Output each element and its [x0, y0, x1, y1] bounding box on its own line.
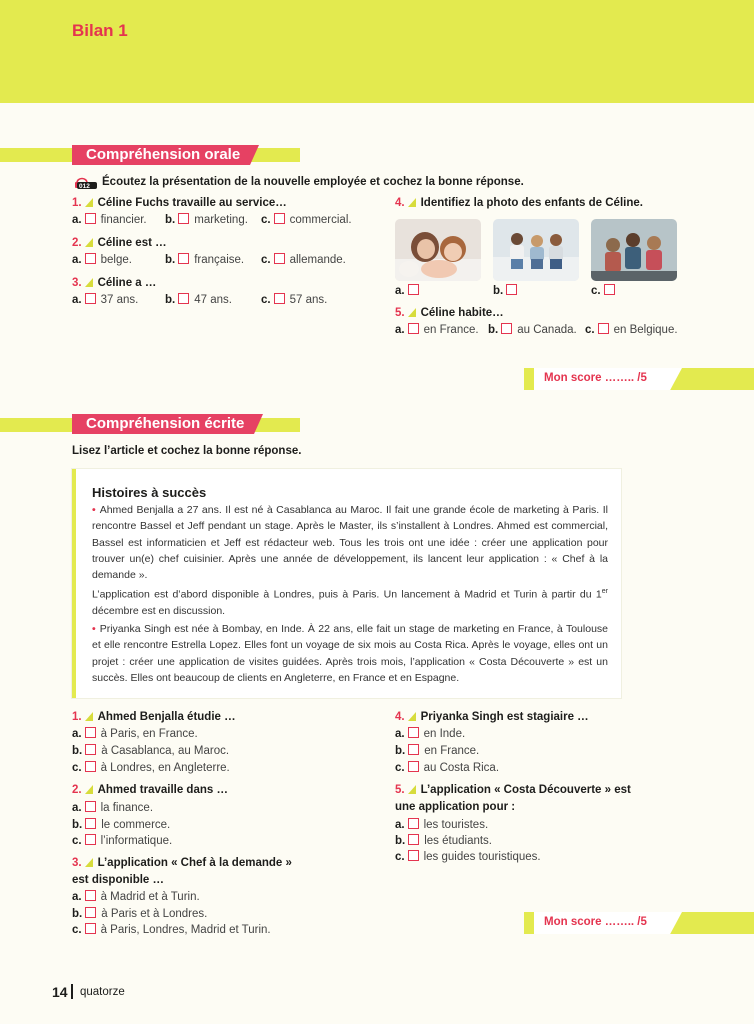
checkbox: [85, 293, 96, 304]
oral-q1: 1. Céline Fuchs travaille au service…: [72, 197, 287, 209]
score-label: Mon score …….. /5: [544, 372, 647, 384]
oral-q2-b[interactable]: b. française.: [165, 254, 245, 266]
ecrite-instruction: Lisez l’article et cochez la bonne réponse.: [72, 445, 302, 457]
ecrite-q2-a[interactable]: a. la finance.: [72, 802, 154, 814]
checkbox: [408, 284, 419, 295]
ecrite-q3: 3. L’application « Chef à la demande »: [72, 857, 292, 869]
oral-q1-c[interactable]: c. commercial.: [261, 214, 352, 226]
ecrite-q1-b[interactable]: b. à Casablanca, au Maroc.: [72, 745, 230, 757]
ecrite-q4-a[interactable]: a. en Inde.: [395, 728, 466, 740]
ecrite-q3-a[interactable]: a. à Madrid et à Turin.: [72, 891, 200, 903]
score-label: Mon score …….. /5: [544, 916, 647, 928]
ecrite-q3-c[interactable]: c. à Paris, Londres, Madrid et Turin.: [72, 924, 271, 936]
oral-q1-a[interactable]: a. financier.: [72, 214, 147, 226]
checkbox: [408, 761, 419, 772]
ecrite-q3-b[interactable]: b. à Paris et à Londres.: [72, 908, 208, 920]
checkbox: [85, 727, 96, 738]
checkbox: [85, 890, 96, 901]
page-number-word: quatorze: [80, 986, 125, 998]
triangle-icon: [408, 308, 416, 317]
ecrite-q2: 2. Ahmed travaille dans …: [72, 784, 228, 796]
checkbox: [408, 744, 419, 755]
triangle-icon: [408, 712, 416, 721]
checkbox: [598, 323, 609, 334]
checkbox: [85, 834, 96, 845]
photo-b[interactable]: [493, 219, 579, 281]
oral-q4-c[interactable]: c.: [591, 284, 620, 297]
section-title-ecrite: Compréhension écrite: [72, 414, 254, 434]
checkbox: [85, 801, 96, 812]
article-paragraph-2: L’application est d’abord disponible à Londres, puis à Paris. Un lancement à Madrid et Turin à partir du 1er décembre est en discussion.: [92, 588, 608, 617]
oral-q3-b[interactable]: b. 47 ans.: [165, 294, 232, 306]
oral-q5-b[interactable]: b. au Canada.: [488, 324, 577, 336]
ecrite-q5-a[interactable]: a. les touristes.: [395, 819, 489, 831]
checkbox: [408, 834, 419, 845]
checkbox: [85, 907, 96, 918]
score-box-ecrite: [524, 912, 754, 934]
checkbox: [85, 923, 96, 934]
audio-track-icon[interactable]: [74, 175, 98, 189]
triangle-icon: [408, 785, 416, 794]
page-header: [0, 0, 754, 103]
oral-q4-a[interactable]: a.: [395, 284, 424, 297]
triangle-icon: [85, 238, 93, 247]
ecrite-q4-c[interactable]: c. au Costa Rica.: [395, 762, 500, 774]
triangle-icon: [408, 198, 416, 207]
oral-q5-a[interactable]: a. en France.: [395, 324, 479, 336]
oral-q2-c[interactable]: c. allemande.: [261, 254, 346, 266]
oral-q2-a[interactable]: a. belge.: [72, 254, 132, 266]
oral-q4-b[interactable]: b.: [493, 284, 522, 297]
triangle-icon: [85, 278, 93, 287]
checkbox: [85, 744, 96, 755]
checkbox: [274, 293, 285, 304]
ecrite-q5-b[interactable]: b. les étudiants.: [395, 835, 492, 847]
oral-q3: 3. Céline a …: [72, 277, 157, 289]
checkbox: [178, 293, 189, 304]
checkbox: [178, 253, 189, 264]
checkbox: [85, 213, 96, 224]
oral-instruction: Écoutez la présentation de la nouvelle employée et cochez la bonne réponse.: [102, 176, 524, 188]
oral-q5-c[interactable]: c. en Belgique.: [585, 324, 678, 336]
section-title-oral: Compréhension orale: [72, 145, 250, 165]
checkbox: [604, 284, 615, 295]
triangle-icon: [85, 712, 93, 721]
photo-a[interactable]: [395, 219, 481, 281]
ecrite-q2-c[interactable]: c. l’informatique.: [72, 835, 173, 847]
article: [72, 469, 621, 698]
checkbox: [178, 213, 189, 224]
ecrite-q5: 5. L’application « Costa Découverte » est: [395, 784, 631, 796]
checkbox: [506, 284, 517, 295]
checkbox: [408, 727, 419, 738]
ecrite-q1-c[interactable]: c. à Londres, en Angleterre.: [72, 762, 230, 774]
checkbox: [85, 253, 96, 264]
oral-q2: 2. Céline est …: [72, 237, 167, 249]
oral-q4: 4. Identifiez la photo des enfants de Céline.: [395, 197, 643, 209]
ecrite-q5-line2: une application pour :: [395, 801, 516, 813]
checkbox: [408, 850, 419, 861]
page-number: 14: [52, 984, 68, 1000]
score-box-oral: [524, 368, 754, 390]
oral-q3-a[interactable]: a. 37 ans.: [72, 294, 139, 306]
oral-q1-b[interactable]: b. marketing.: [165, 214, 248, 226]
ecrite-q5-c[interactable]: c. les guides touristiques.: [395, 851, 541, 863]
checkbox: [274, 213, 285, 224]
article-title: Histoires à succès: [92, 485, 207, 500]
oral-q3-c[interactable]: c. 57 ans.: [261, 294, 328, 306]
triangle-icon: [85, 785, 93, 794]
svg-text:012: 012: [79, 183, 90, 189]
checkbox: [501, 323, 512, 334]
article-paragraph-1: • Ahmed Benjalla a 27 ans. Il est né à Casablanca au Maroc. Il fait une grande école de marketing à Paris. Il rencontre Bassel et Jeff pendant un stage. Après le Master, ils s’installent à Londres. Ahmed est commercial, Bassel est informaticien et Jeff est rédacteur web. Tous les trois ont une idée : créer une application pour trouver un(e) chef cuisinier. Après une année de développement, ils lancent leur application : « Chef à la demande ».: [92, 504, 608, 582]
ecrite-q4: 4. Priyanka Singh est stagiaire …: [395, 711, 589, 723]
ecrite-q4-b[interactable]: b. en France.: [395, 745, 480, 757]
checkbox: [85, 761, 96, 772]
ecrite-q1: 1. Ahmed Benjalla étudie …: [72, 711, 236, 723]
page-title: Bilan 1: [72, 21, 128, 40]
checkbox: [408, 323, 419, 334]
ecrite-q2-b[interactable]: b. le commerce.: [72, 819, 171, 831]
checkbox: [408, 818, 419, 829]
triangle-icon: [85, 858, 93, 867]
checkbox: [274, 253, 285, 264]
checkbox: [85, 818, 96, 829]
ecrite-q3-line2: est disponible …: [72, 874, 165, 886]
oral-q5: 5. Céline habite…: [395, 307, 504, 319]
article-paragraph-3: • Priyanka Singh est née à Bombay, en Inde. À 22 ans, elle fait un stage de marketing en France, à Toulouse et elle rencontre Estrella Lopez. Elles font un voyage de six mois au Costa Rica. Après le voyage, elles ont un projet : créer une application de visites guidées. Après trois mois, l’application « Costa Découverte » est un succès. Elles ont beaucoup de clients en Angleterre, en France et en Espagne.: [92, 623, 608, 684]
photo-c[interactable]: [591, 219, 677, 281]
ecrite-q1-a[interactable]: a. à Paris, en France.: [72, 728, 198, 740]
triangle-icon: [85, 198, 93, 207]
divider: [71, 984, 73, 999]
